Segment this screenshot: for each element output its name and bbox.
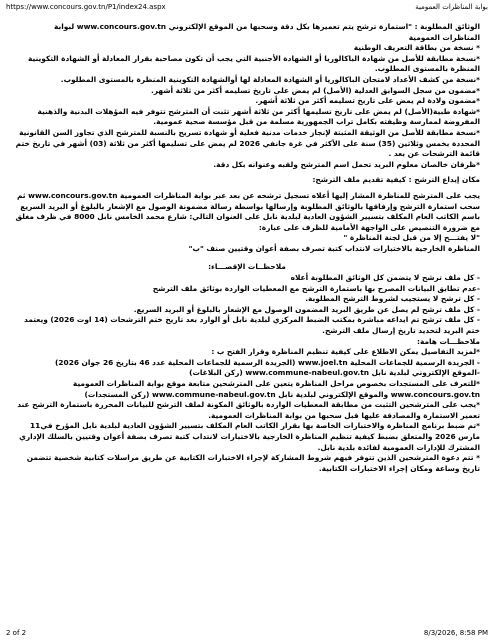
document-item: *مضمون ولادة لم يمض على تاريخ تسليمه أكثر من ثلاثة أشهر. <box>255 96 480 106</box>
browser-print-header <box>0 0 494 14</box>
remark-item: * تتم دعوة المترشحين الذين تتوفر فيهم شروط المشاركة لإجراء الاختبارات الكتابية عن طريق مراسلات كتابية شخصية تتضمن تاريخ وساعة ومكان إجراء الاختبارات الكتابية. <box>26 453 480 473</box>
document-item: *نسخة من كشف الأعداد لامتحان الباكالوريا أو الشهادة المعادلة لها أوالشهادة التكوينية المنظرة بالمستوى المطلوب. <box>60 74 480 84</box>
exclusion-notes-title: ملاحظــات الإقصـــاء: <box>208 262 286 272</box>
browser-print-footer <box>0 626 494 640</box>
contest-name: المناظرة الخارجية بالاختبارات لانتداب كتبة تصرف بصفة أعوان وقتيين صنف "ب" <box>188 243 480 253</box>
page-url[interactable]: https://www.concours.gov.tn/P1/index24.aspx <box>6 3 166 11</box>
document-body <box>14 22 480 622</box>
deposit-title: مكان إيداع الترشح : كيفية تقديم ملف الترشح: <box>312 175 480 185</box>
exclusion-note: - كل ترشح لا يستجيب لشروط الترشح المطلوبة. <box>305 294 480 304</box>
remark-item: -الموقع الإلكتروني لبلدية نابل www.commune-nabeul.gov.tn (ركن البلاغات) <box>189 368 480 378</box>
important-remarks-title: ملاحظـــات هامة: <box>417 336 480 346</box>
exclusion-note: - كل ملف ترشح تم ايداعه مباشرة بمكتب الضبط المركزي لبلدية نابل أو الوارد بعد تاريخ ختم الترشحات (14 اوت 2026) ويعتمد ختم البريد لتحديد تاريخ إرسال ملف الترشح. <box>24 315 480 336</box>
important-remarks-list <box>14 347 480 474</box>
remark-item: *للتعرف على المستجدات بخصوص مراحل المناظرة يتعين على المترشحين متابعة موقع بوابة المناظرات العمومية www.concours.gov.tn والموقع الإلكتروني لبلدية نابل www.commune-nabeul.gov.tn (ركن المستجدات) <box>72 379 480 399</box>
document-item: *مضمون من سجل السوابق العدلية (الأصل) لم يمض على تاريخ تسليمه أكثر من ثلاثة أشهر. <box>150 85 480 95</box>
required-documents-list <box>14 43 480 170</box>
deposit-instructions: يجب على المترشح للمناظرة المشار إليها أعلاه تسجيل ترشحه عن بعد عبر بوابة المناظرات العمومية www.concours.gov.tn ثم سحب استمارة الترشح وإرفاقها بالوثائق المطلوبة وإرسالها بواسطة رسالة مضمونة الوصول مع الإشعار بالبلوغ أو البريد السريع باسم الكاتب العام المكلف بتسيير الشؤون العادية لبلدية نابل على العنوان التالي: شارع محمد الخامس نابل 8000 في ظرف مغلق مع ضرورة التنصيص على الواجهة الأمامية للظرف على عبارة: <box>15 190 480 232</box>
print-datetime: 8/3/2026, 8:58 PM <box>423 629 488 637</box>
envelope-quote: "لا يفتـــح إلا من قبل لجنة المناظرة " <box>343 233 480 243</box>
page-title: بوابة المناظرات العمومية <box>415 3 488 11</box>
exclusion-note: - كل ملف ترشح لم يصل عن طريق البريد المضمون الوصول مع الإشعار بالبلوغ أو البريد السريع. <box>133 304 480 314</box>
document-item: *شهادة طبية(الأصل) لم يمض على تاريخ تسليمها أكثر من ثلاثة أشهر تثبت أن المترشح تتوفر فيه المؤهلات البدنية والذهنية المفروضة لممارسة وظيفته بكامل تراب الجمهورية مسلمة من قبل مؤسسة صحية عمومية. <box>37 106 480 127</box>
remark-item: *يجب على المترشحين التثبت من مطابقة المعطيات الواردة بالوثائق المكونة لملف الترشح للبيانات المحررة باستمارة الترشح عند تعمير الاستمارة والمصادقة عليها قبل سحبها من بوابة المناظرات العمومية. <box>17 400 480 420</box>
document-item: *نسخة مطابقة للأصل من الوثيقة المثبتة لإنجاز خدمات مدنية فعلية أو شهادة تسريح بالنسبة للمترشح الذي تجاوز السن القانونية المحددة بخمس وثلاثين (35) سنة على الأكثر في غرة جانفي 2026 لم يمض على تسليمها أكثر من ثلاثة (03) أشهر في تاريخ ختم قائمة الترشحات عن بعد . <box>15 127 480 159</box>
document-item: * نسخة من بطاقة التعريف الوطنية <box>353 43 480 53</box>
exclusion-note: - كل ملف ترشح لا يتضمن كل الوثائق المطلوبة أعلاه <box>290 273 480 283</box>
remark-item: - الجريدة الرسمية للجماعات المحلية www.joel.tn (الجريدة الرسمية للجماعات المحلية عدد 46 بتاريخ 26 جوان 2026) <box>55 357 480 367</box>
exclusion-note: -عدم تطابق البيانات المصرح بها باستمارة الترشح مع المعطيات الواردة بوثائق ملف الترشح <box>152 283 480 293</box>
exclusion-notes-list <box>14 273 480 337</box>
page-number: 2 of 2 <box>6 629 27 637</box>
remark-item: *لمزيد التفاصيل يمكن الاطلاع على كيفية تنظيم المناظرة وقرار الفتح ب : <box>211 347 480 357</box>
document-item: *نسخة مطابقة للأصل من شهادة الباكالوريا أو الشهادة الأجنبية التي يجب أن تكون مصاحبة بقرار المعادلة أو الشهادة التكوينية المنظرة بالمستوى المطلوب. <box>28 53 480 74</box>
remark-item: *تم ضبط برنامج المناظرة والاختبارات الخاصة بها بقرار الكاتب العام المكلف بتسيير الشؤون العادية لبلدية نابل المؤرخ في11 مارس 2026 والمتعلق بضبط كيفية تنظيم المناظرة الخارجية بالاختبارات لانتداب كتبة تصرف بصفة أعوان وقتيين بالسلك الإداري المشترك للإدارات العمومية لفائدة بلدية نابل. <box>19 421 480 452</box>
document-item: *ظرفان خالصان معلوم البريد تحمل اسم المترشح ولقبه وعنوانه بكل دقة. <box>213 159 480 169</box>
required-documents-title: الوثائق المطلوبة : "استمارة ترشح يتم تعميرها بكل دقة وسحبها من الموقع الإلكتروني www.concours.gov.tn لبوابة المناظرات العمومية <box>53 22 480 42</box>
